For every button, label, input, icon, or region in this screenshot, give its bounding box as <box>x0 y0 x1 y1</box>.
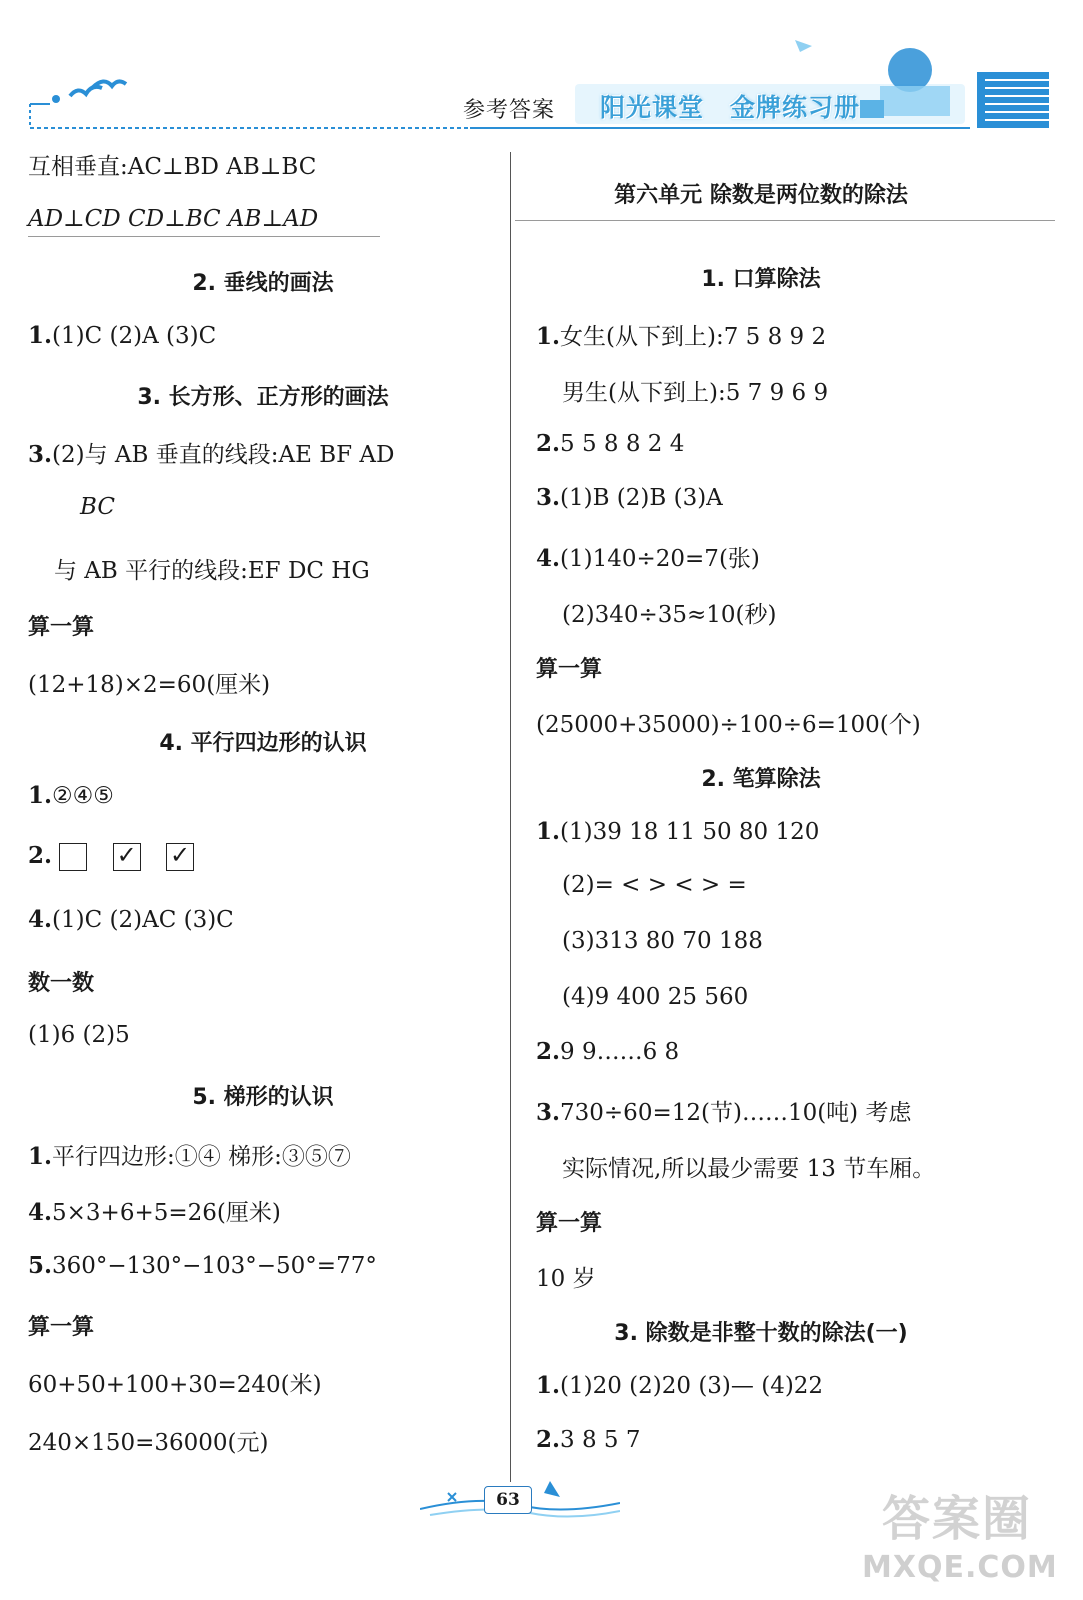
answer-line: 2. ✓ ✓ <box>28 842 212 871</box>
answer-line: 3.(2)与 AB 垂直的线段:AE BF AD <box>28 441 395 468</box>
brand-name: 阳光课堂 <box>600 93 705 122</box>
answer-line: 4.5×3+6+5=26(厘米) <box>28 1199 281 1226</box>
answer-line: (2)340÷35≈10(秒) <box>562 602 777 628</box>
section-heading: 2. 笔算除法 <box>701 767 821 792</box>
answer-line: 1.(1)C (2)A (3)C <box>28 322 217 349</box>
answer-line: 4.(1)140÷20=7(张) <box>536 545 760 572</box>
paper-plane-icon <box>795 40 812 52</box>
header-brand <box>600 88 886 124</box>
section-heading: 5. 梯形的认识 <box>192 1085 334 1110</box>
subheading: 算一算 <box>536 1211 603 1236</box>
answer-line: 1.平行四边形:①④ 梯形:③⑤⑦ <box>28 1143 351 1170</box>
section-heading: 3. 长方形、正方形的画法 <box>137 385 389 410</box>
answer-line: 4.(1)C (2)AC (3)C <box>28 906 234 933</box>
answer-line: 1.(1)20 (2)20 (3)— (4)22 <box>536 1372 824 1399</box>
subheading: 算一算 <box>28 1315 95 1340</box>
answer-line: 2.9 9……6 8 <box>536 1038 680 1065</box>
answer-line: AD⊥CD CD⊥BC AB⊥AD <box>28 206 319 232</box>
answer-line: 1.②④⑤ <box>28 782 114 809</box>
dot-icon <box>52 95 60 103</box>
answer-line: 2.5 5 8 8 2 4 <box>536 430 685 457</box>
answer-line: BC <box>80 494 115 520</box>
answer-line: (3)313 80 70 188 <box>562 928 763 954</box>
answer-line: 1.(1)39 18 11 50 80 120 <box>536 818 820 845</box>
answer-line: (12+18)×2=60(厘米) <box>28 672 271 698</box>
answer-line: 3.(1)B (2)B (3)A <box>536 484 723 511</box>
answer-box-empty <box>59 843 87 871</box>
answer-line: (25000+35000)÷100÷6=100(个) <box>536 712 921 738</box>
cross-icon <box>448 1493 456 1501</box>
watermark <box>862 1480 1072 1590</box>
unit-heading: 第六单元 除数是两位数的除法 <box>614 183 908 208</box>
subheading: 算一算 <box>28 615 95 640</box>
answer-line: 男生(从下到上):5 7 9 6 9 <box>562 380 829 406</box>
page-header <box>0 0 1083 140</box>
bird-icon <box>70 87 102 96</box>
answer-line: 10 岁 <box>536 1266 596 1292</box>
section-heading: 2. 垂线的画法 <box>192 271 334 296</box>
answer-line: 1.女生(从下到上):7 5 8 9 2 <box>536 323 827 350</box>
brand-series: 金牌练习册 <box>730 93 861 122</box>
answer-line: 5.360°−130°−103°−50°=77° <box>28 1252 377 1279</box>
column-divider <box>510 152 511 1482</box>
answer-box-checked <box>166 843 194 871</box>
check-icon: ✓ <box>116 841 137 869</box>
section-heading: 1. 口算除法 <box>701 267 821 292</box>
globe-icon <box>888 48 932 92</box>
watermark-text: 答案圈 <box>882 1491 1033 1547</box>
subheading: 数一数 <box>28 971 95 996</box>
answer-line: 60+50+100+30=240(米) <box>28 1372 322 1398</box>
check-icon: ✓ <box>169 841 191 869</box>
subheading: 算一算 <box>536 657 603 682</box>
answer-line: 3.730÷60=12(节)……10(吨) 考虑 <box>536 1099 912 1126</box>
section-heading: 4. 平行四边形的认识 <box>159 731 367 756</box>
page-number: 63 <box>484 1486 532 1514</box>
answer-line: (2)= < > < > = <box>562 872 747 898</box>
answer-box-checked <box>113 843 141 871</box>
answer-line: 2.3 8 5 7 <box>536 1426 641 1453</box>
scan-rule <box>515 220 1055 221</box>
answer-line: 与 AB 平行的线段:EF DC HG <box>54 558 370 584</box>
answer-line: 240×150=36000(元) <box>28 1430 269 1456</box>
watermark-url: MXQE.COM <box>862 1550 1058 1585</box>
answer-line: (1)6 (2)5 <box>28 1022 130 1048</box>
scan-rule <box>28 236 380 237</box>
answer-line: (4)9 400 25 560 <box>562 984 749 1010</box>
header-label: 参考答案 <box>463 98 556 123</box>
pinwheel-icon <box>544 1481 560 1497</box>
answer-line: 互相垂直:AC⊥BD AB⊥BC <box>28 154 317 180</box>
answer-line: 实际情况,所以最少需要 13 节车厢。 <box>562 1156 936 1182</box>
section-heading: 3. 除数是非整十数的除法(一) <box>614 1321 908 1346</box>
